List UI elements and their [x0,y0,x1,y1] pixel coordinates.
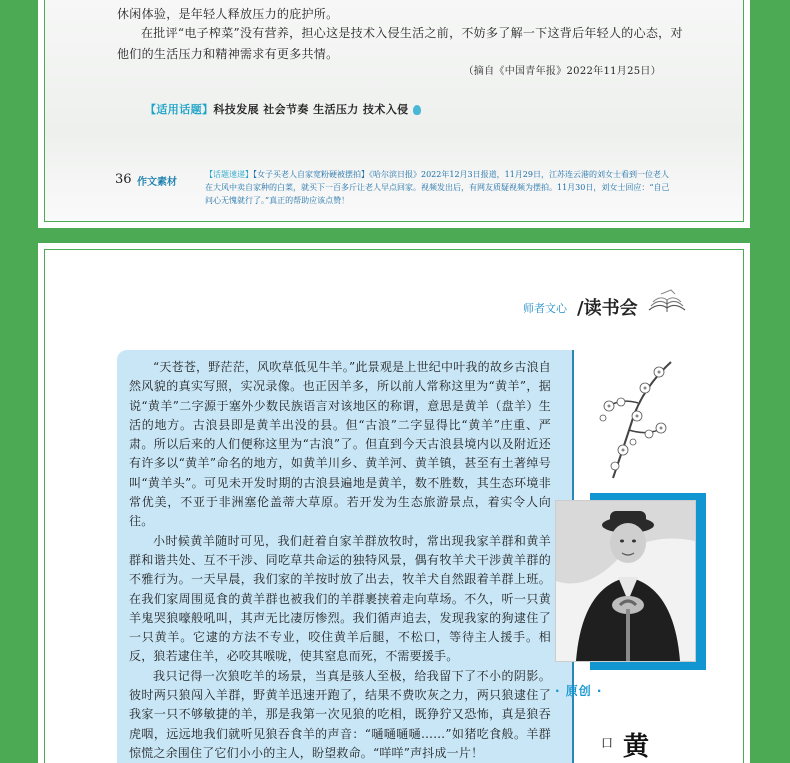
plum-blossom-illustration [593,358,673,488]
footnote-text: 【女子买老人自家宽粉硬被摆拍】《哈尔滨日报》2022年12月3日报道，11月29日，江苏连云港的刘女士看到一位老人在大风中卖自家种的白菜，就买下一百多斤让老人早点回家。视频发出后，有网友质疑视频为摆拍。11月30日，刘女士回应：“自己问心无愧就行了。”真正的帮助应该点赞！ [205,170,670,205]
topic-express-footnote [205,168,673,207]
article-paragraph: 小时候黄羊随时可见，我们赶着自家羊群放牧时，常出现我家羊群和黄羊群和谐共处、互不干涉、同吃草共命运的独特风景，偶有牧羊犬干涉黄羊群的不雅行为。一天早晨，我们家的羊按时放了出去，牧羊犬自然跟着羊群上班。在我们家周围觅食的黄羊群也被我们的羊群裹挟着走向草场。不久，听一只黄羊鬼哭狼嚎般吼叫，其声无比凄厉惨烈。我们循声追去，发现我家的狗逮住了一只黄羊。它逮的方法不专业，咬住黄羊后腿，不松口，等待主人援手。相反，狼若逮住羊，必咬其喉咙，使其窒息而死，不需要援手。 [129,533,551,664]
paragraph-end: 休闲体验，是年轻人释放压力的庇护所。 [117,7,339,21]
magazine-name: 作文素材 [137,177,177,188]
footnote-label: 【话题速递】 [205,170,253,179]
article-paragraph: 我只记得一次狼吃羊的场景，当真是骇人至极，给我留下了不小的阴影。彼时两只狼闯入羊群，野黄羊迅速开跑了，结果不费吹灰之力，两只狼逮住了我家一只不够敏捷的羊，那是我第一次见狼的吃相，既狰狞又恐怖，真是狼吞虎咽，远远地我们就听见狼吞食羊的声音：“嗵嗵嗵嗵……”如猪吃食般。羊群惊慌之余围住了它们小小的主人，盼望救命。“咩咩”声抖成一片！ [129,668,551,760]
author-name: 黄 [623,732,650,762]
topics-list: 科技发展 社会节奏 生活压力 技术入侵 [213,103,409,116]
column-title: /读书会 [577,298,638,319]
bottom-page [38,243,750,763]
author-prefix: 口 [601,736,614,750]
open-book-icon [647,288,687,316]
original-label: · 原创 · [555,684,603,698]
bottom-page-frame [44,249,744,763]
paragraph-summary: 在批评“电子榨菜”没有营养，担心这是技术入侵生活之前，不妨多了解一下这背后年轻人的心态，对他们的生活压力和精神需求有更多共情。 [117,26,683,61]
source-citation: （摘自《中国青年报》2022年11月25日） [463,66,661,77]
applicable-topics [145,101,421,117]
author-photo [555,500,696,662]
column-name: 师者文心 [523,302,567,315]
article-paragraph: “天苍苍，野茫茫，风吹草低见牛羊。”此景观是上世纪中叶我的故乡古浪自然风貌的真实写照，实况录像。也正因羊多，所以前人常称这里为“黄羊”，据说“黄羊”二字源于塞外少数民族语言对该地区的称谓，意思是黄羊（盘羊）生活的地方。古浪县即是黄羊出没的县。但“古浪”二字显得比“黄羊”庄重、严肃。所以后来的人们便称这里为“古浪”了。但直到今天古浪县境内以及附近还有许多以“黄羊”命名的地方，如黄羊川乡、黄羊河、黄羊镇，甚至有土著绰号叫“黄羊头”。可见未开发时期的古浪县遍地是黄羊，数不胜数，其生态环境非常优美，不亚于非洲塞伦盖蒂大草原。若开发为生态旅游景点，着实令人向往。 [129,360,551,529]
top-page-frame [44,0,744,222]
topics-label: 【适用话题】 [145,103,214,116]
top-page [38,0,750,228]
article-body [129,358,551,763]
bulb-icon [413,105,421,115]
page-number: 36 [115,172,132,187]
